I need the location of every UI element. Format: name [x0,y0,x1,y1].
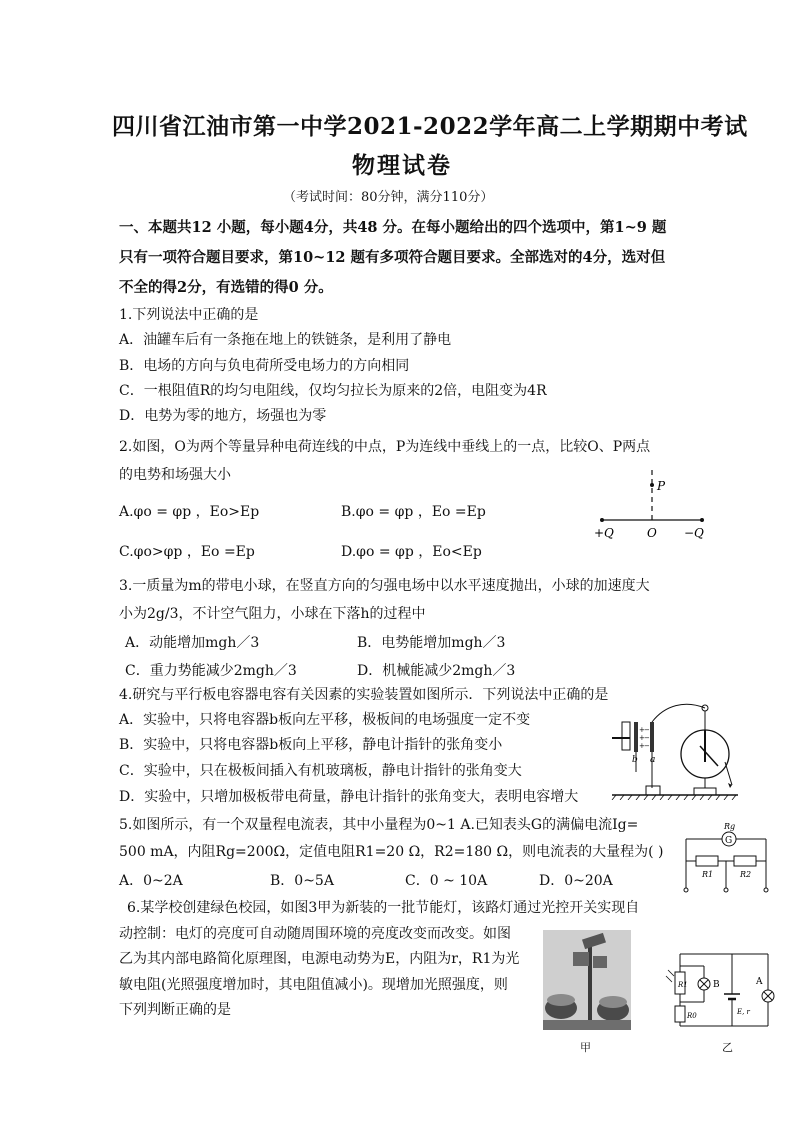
q5-option-d: D．0~20A [539,873,613,889]
q5-ammeter-circuit [672,818,772,898]
q6-stem-line5: 下列判断正确的是 [119,1002,231,1018]
q3-option-b: B．电势能增加mgh／3 [357,635,506,651]
q3-option-a: A．动能增加mgh／3 [125,635,260,651]
streetlamp-photo-drawing [543,930,631,1030]
q5-label-rg: Rg [724,822,736,831]
q2-stem-line2: 的电势和场强大小 [119,467,231,483]
q4-option-c: C．实验中，只在极板间插入有机玻璃板，静电计指针的张角变大 [119,763,522,779]
q4-label-b: b [632,755,638,765]
q6-label-b: B [713,980,720,990]
q4-option-b: B．实验中，只将电容器b板向上平移，静电计指针的张角变小 [119,737,503,753]
q2-option-d: D.φo = φp ，Eo<Ep [341,544,482,560]
svg-text:+: + [639,734,645,742]
q6-stem-line4: 敏电阻(光照强度增加时，其电阻值减小)。现增加光照强度，则 [119,977,508,993]
q5-option-a: A．0~2A [119,873,183,889]
q5-label-g: G [725,836,733,846]
q6-label-a: A [756,977,763,987]
q6-stem-line1: 6.某学校创建绿色校园，如图3甲为新装的一批节能灯，该路灯通过光控开关实现自 [127,900,640,916]
svg-text:−: − [644,734,650,742]
q5-stem-line1: 5.如图所示，有一个双量程电流表，其中小量程为0~1 A.已知表头G的满偏电流Ig= [119,817,639,833]
page-title: 四川省江油市第一中学2021-2022学年高二上学期期中考试 [112,113,748,140]
q1-option-c: C．一根阻值R的均匀电阻线，仅均匀拉长为原来的2倍，电阻变为4R [119,383,547,399]
q2-option-a: A.φo = φp ，Eo>Ep [119,504,260,520]
q1-option-a: A．油罐车后有一条拖在地上的铁链条，是利用了静电 [119,332,452,348]
q4-option-d: D．实验中，只增加极板带电荷量，静电计指针的张角变大，表明电容增大 [119,789,579,805]
section-instruction-line1: 一、本题共12 小题，每小题4分，共48 分。在每小题给出的四个选项中，第1~9 题 [119,219,667,236]
section-instruction-line2: 只有一项符合题目要求，第10~12 题有多项符合题目要求。全部选对的4分，选对但 [119,249,666,266]
svg-text:+: + [639,742,645,750]
q2-option-c: C.φo>φp ，Eo =Ep [119,544,255,560]
svg-text:−: − [644,726,650,734]
q1-option-d: D．电势为零的地方，场强也为零 [119,408,327,424]
q2-label-p: P [657,479,666,493]
q4-capacitor-electrometer-figure [610,700,740,800]
q3-option-d: D．机械能减少2mgh／3 [357,663,516,679]
q6-stem-line3: 乙为其内部电路简化原理图，电源电动势为E，内阻为r，R1为光 [119,951,520,967]
q2-option-b: B.φo = φp ，Eo =Ep [341,504,486,520]
q4-stem: 4.研究与平行板电容器电容有关因素的实验装置如图所示．下列说法中正确的是 [119,687,609,703]
q5-label-r2: R2 [740,870,752,879]
q3-option-c: C．重力势能减少2mgh／3 [125,663,297,679]
q3-stem-line1: 3.一质量为m的带电小球，在竖直方向的匀强电场中以水平速度抛出，小球的加速度大 [119,578,650,594]
q4-option-a: A．实验中，只将电容器b板向左平移，极板间的电场强度一定不变 [119,712,531,728]
q6-label-r1: R1 [678,981,688,989]
q2-charges-figure [590,465,710,545]
svg-text:−: − [644,742,650,750]
q1-option-b: B．电场的方向与负电荷所受电场力的方向相同 [119,358,410,374]
figure-label-yi: 乙 [722,1041,733,1054]
q5-option-c: C．0 ~ 10A [405,873,488,889]
q6-label-er: E, r [737,1008,750,1016]
q2-label-minus-q: −Q [684,526,704,540]
q1-stem: 1.下列说法中正确的是 [119,307,259,323]
section-instruction-line3: 不全的得2分，有选错的得0 分。 [119,279,333,296]
streetlamp-photo [543,930,631,1030]
q5-label-r1: R1 [702,870,714,879]
q2-label-plus-q: +Q [594,526,614,540]
page-subtitle: 物理试卷 [352,152,452,179]
q4-label-a: a [650,755,656,765]
q5-option-b: B．0~5A [270,873,334,889]
q2-stem-line1: 2.如图，O为两个等量异种电荷连线的中点，P为连线中垂线上的一点，比较O、P两点 [119,439,651,455]
q5-stem-line2: 500 mA，内阻Rg=200Ω，定值电阻R1=20 Ω，R2=180 Ω，则电流表的大量程为( ) [119,844,664,860]
q3-stem-line2: 小为2g/3，不计空气阻力，小球在下落h的过程中 [119,606,426,622]
q6-light-control-circuit [660,946,780,1036]
svg-text:+: + [639,726,645,734]
exam-info: （考试时间：80分钟，满分110分） [283,190,494,205]
figure-label-jia: 甲 [580,1041,591,1054]
q6-stem-line2: 动控制：电灯的亮度可自动随周围环境的亮度改变而改变。如图 [119,926,511,942]
q2-label-o: O [647,526,657,540]
q6-label-r0: R0 [687,1012,697,1020]
